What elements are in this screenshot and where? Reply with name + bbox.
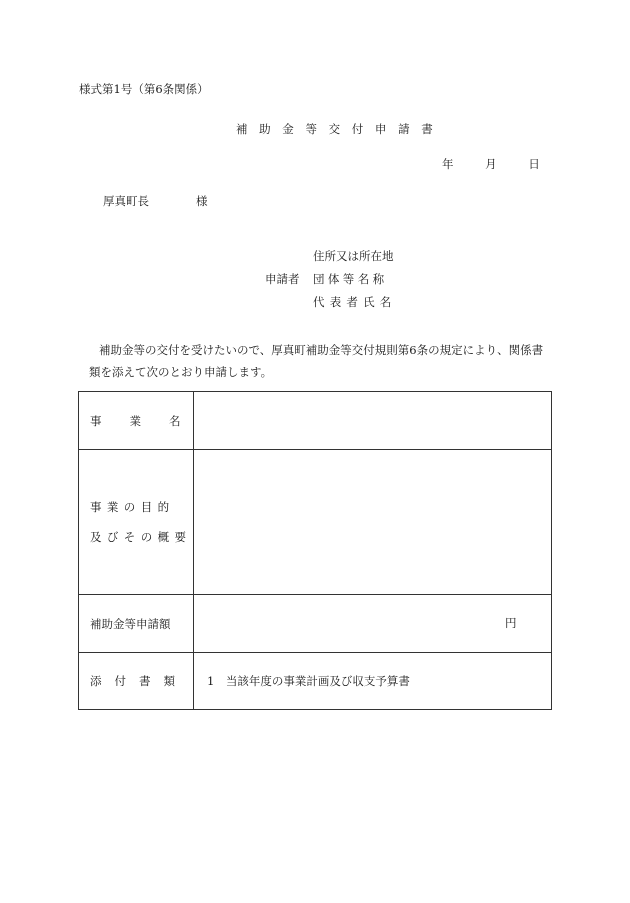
- addressee-name: 厚真町長: [103, 194, 149, 208]
- form-number: 様式第1号（第6条関係）: [79, 82, 209, 96]
- project-name-field[interactable]: [194, 392, 552, 450]
- attachments-value: 1 当該年度の事業計画及び収支予算書: [207, 674, 410, 688]
- amount-label: 補助金等申請額: [79, 595, 194, 653]
- applicant-address-label: 住所又は所在地: [313, 249, 394, 263]
- amount-unit: 円: [505, 616, 517, 630]
- application-table: [78, 391, 552, 710]
- addressee-suffix: 様: [196, 194, 208, 208]
- amount-field[interactable]: [194, 595, 552, 653]
- addressee: [103, 193, 208, 209]
- purpose-label-line-2: 及びその概要: [90, 530, 192, 544]
- applicant-block: [265, 248, 397, 317]
- table-row-amount: [79, 595, 552, 653]
- table-row-purpose: [79, 450, 552, 595]
- date-year-label: 年: [442, 157, 454, 171]
- date-month-label: 月: [485, 157, 497, 171]
- applicant-role-label: 申請者: [265, 272, 300, 286]
- application-statement: [79, 339, 554, 383]
- attachments-field[interactable]: [194, 653, 552, 710]
- table-row-project-name: [79, 392, 552, 450]
- date-day-label: 日: [528, 157, 540, 171]
- date-row: [442, 156, 540, 172]
- document-title: 補 助 金 等 交 付 申 請 書: [236, 122, 437, 136]
- table-row-attachments: [79, 653, 552, 710]
- purpose-label: [79, 450, 194, 595]
- project-name-label: 事 業 名: [79, 392, 194, 450]
- applicant-rep-label: 代表者氏名: [313, 295, 397, 309]
- statement-line-2: 類を添えて次のとおり申請します。: [89, 365, 273, 379]
- purpose-field[interactable]: [194, 450, 552, 595]
- statement-line-1: 補助金等の交付を受けたいので、厚真町補助金等交付規則第6条の規定により、関係書: [99, 343, 544, 357]
- applicant-group-label: 団体等名称: [313, 272, 388, 286]
- attachments-label: 添 付 書 類: [79, 653, 194, 710]
- purpose-label-line-1: 事業の目的: [90, 500, 175, 514]
